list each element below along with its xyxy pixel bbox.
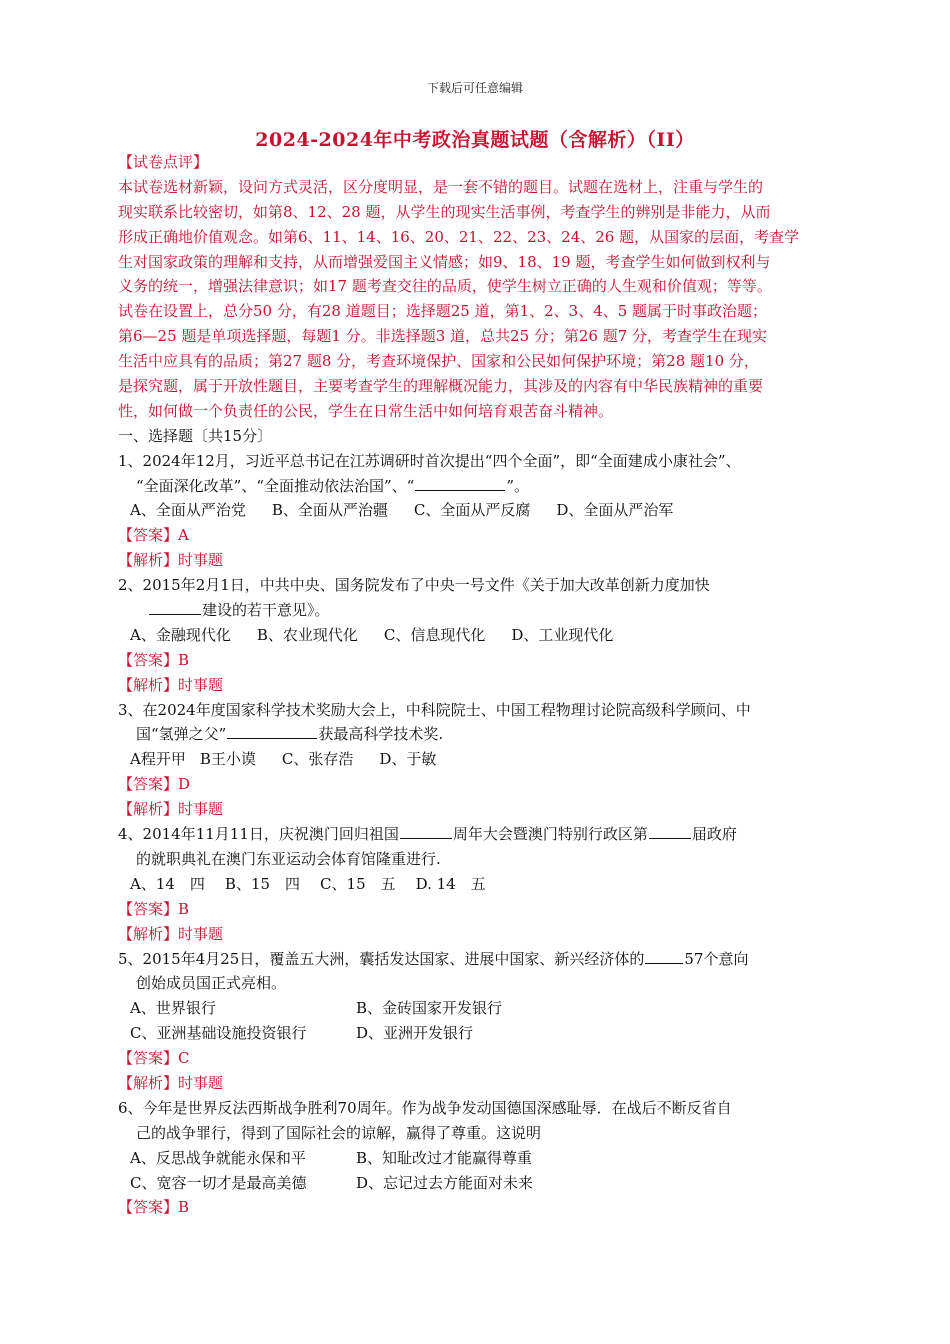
option-b: B王小谟 — [199, 750, 256, 769]
option-c: C、信息现代化 — [383, 625, 486, 644]
question-5-text-cont: 创始成员国正式亮相。 — [136, 974, 287, 993]
option-d: D、忘记过去方能面对未来 — [356, 1173, 534, 1192]
review-line: 形成正确地价值观念。如第6、11、14、16、20、21、22、23、24、26 题，从国家的层面，考查学 — [118, 227, 800, 246]
answer-label: 【答案】B — [118, 650, 190, 669]
analysis-label: 【解析】时事题 — [118, 675, 224, 694]
analysis-label: 【解析】时事题 — [118, 1073, 224, 1092]
option-a: A、世界银行 — [130, 999, 216, 1018]
fill-blank — [415, 475, 505, 491]
question-3-text-cont — [118, 722, 848, 747]
option-a: A、金融现代化 — [130, 625, 231, 644]
option-b: B、农业现代化 — [256, 625, 358, 644]
option-b: B、金砖国家开发银行 — [356, 999, 503, 1018]
question-text: 建设的若干意见》。 — [202, 601, 330, 620]
fill-blank — [149, 599, 201, 615]
question-text: 57个意向 — [684, 949, 749, 968]
question-text: 获最高科学技术奖. — [318, 725, 444, 744]
question-1-text-cont — [118, 474, 848, 499]
question-text: 4、2014年11月11日，庆祝澳门回归祖国 — [118, 825, 399, 844]
fill-blank — [400, 823, 452, 839]
fill-blank — [645, 948, 683, 964]
section-heading: 一、选择题〔共15分〕 — [118, 426, 273, 445]
question-5-options-row2 — [118, 1021, 848, 1046]
option-a: A、反思战争就能永保和平 — [130, 1148, 306, 1167]
option-c: C、全面从严反腐 — [413, 501, 531, 520]
review-line: 生活中应具有的品质；第27 题8 分，考查环境保护、国家和公民如何保护环境；第28 题10 分， — [118, 352, 759, 371]
option-a: A程开甲 — [130, 750, 186, 769]
answer-label: 【答案】C — [118, 1049, 190, 1068]
analysis-label: 【解析】时事题 — [118, 551, 224, 570]
question-1-options — [118, 498, 848, 523]
question-6-text-cont: 己的战争罪行，得到了国际社会的谅解，赢得了尊重。这说明 — [136, 1123, 542, 1142]
question-4-text-cont: 的就职典礼在澳门东亚运动会体育馆隆重进行. — [136, 849, 441, 868]
question-5-options-row1 — [118, 996, 848, 1021]
review-line: 性，如何做一个负责任的公民，学生在日常生活中如何培育艰苦奋斗精神。 — [118, 401, 614, 420]
question-3-text: 3、在2024年度国家科学技术奖励大会上，中科院院士、中国工程物理讨论院高级科学顾问、中 — [118, 700, 751, 719]
answer-label: 【答案】A — [118, 526, 189, 545]
option-d: D、亚洲开发银行 — [356, 1024, 474, 1043]
review-line: 现实联系比较密切，如第8、12、28 题，从学生的现实生活事例，考查学生的辨别是非能力，从而 — [118, 202, 771, 221]
question-2-text: 2、2015年2月1日，中共中央、国务院发布了中央一号文件《关于加大改革创新力度加快 — [118, 576, 710, 595]
review-label: 【试卷点评】 — [118, 153, 209, 171]
option-a: A、全面从严治党 — [130, 501, 246, 520]
question-text: 国“氢弹之父” — [136, 725, 227, 744]
question-5-text — [118, 947, 848, 972]
page-header: 下载后可任意编辑 — [426, 81, 523, 95]
question-text: 5、2015年4月25日，覆盖五大洲，囊括发达国家、进展中国家、新兴经济体的 — [118, 949, 645, 968]
option-d: D. 14 五 — [415, 874, 486, 893]
question-4-text — [118, 822, 848, 847]
review-line: 第6—25 题是单项选择题，每题1 分。非选择题3 道，总共25 分；第26 题7 分，考查学生在现实 — [118, 327, 768, 346]
answer-label: 【答案】D — [118, 775, 191, 794]
option-a: A、14 四 — [130, 874, 205, 893]
option-d: D、工业现代化 — [511, 625, 614, 644]
question-6-options-row1 — [118, 1146, 848, 1171]
analysis-label: 【解析】时事题 — [118, 800, 224, 819]
option-b: B、知耻改过才能赢得尊重 — [356, 1148, 533, 1167]
review-line: 生对国家政策的理解和支持，从而增强爱国主义情感；如9、18、19 题，考查学生如何做到权利与 — [118, 252, 771, 271]
option-d: D、于敏 — [379, 750, 437, 769]
question-text: ”。 — [506, 476, 530, 495]
answer-label: 【答案】B — [118, 899, 190, 918]
review-line: 义务的统一，增强法律意识；如17 题考查交往的品质，使学生树立正确的人生观和价值观；等等。 — [118, 277, 772, 296]
review-line: 本试卷选材新颖，设问方式灵活，区分度明显，是一套不错的题目。试题在选材上，注重与学生的 — [118, 177, 764, 196]
question-text: “全面深化改革”、“全面推动依法治国”、“ — [136, 476, 415, 495]
review-line: 是探究题，属于开放性题目，主要考查学生的理解概况能力，其涉及的内容有中华民族精神的重要 — [118, 377, 764, 396]
document-body — [118, 150, 848, 1220]
option-b: B、全面从严治疆 — [271, 501, 388, 520]
option-c: C、宽容一切才是最高美德 — [130, 1173, 307, 1192]
option-c: C、张存浩 — [281, 750, 354, 769]
question-2-text-cont — [118, 598, 848, 623]
question-6-text: 6、今年是世界反法西斯战争胜利70周年。作为战争发动国德国深感耻辱．在战后不断反省自 — [118, 1098, 732, 1117]
question-6-options-row2 — [118, 1171, 848, 1196]
fill-blank — [649, 823, 691, 839]
review-line: 试卷在设置上，总分50 分，有28 道题目；选择题25 道，第1、2、3、4、5 题属于时事政治题； — [118, 302, 768, 321]
option-b: B、15 四 — [224, 874, 301, 893]
option-d: D、全面从严治军 — [556, 501, 674, 520]
question-text: 届政府 — [691, 825, 737, 844]
answer-label: 【答案】B — [118, 1198, 190, 1217]
question-1-text: 1、2024年12月，习近平总书记在江苏调研时首次提出“四个全面”，即“全面建成小康社会”、 — [118, 451, 741, 470]
option-c: C、15 五 — [320, 874, 396, 893]
analysis-label: 【解析】时事题 — [118, 924, 224, 943]
question-2-options — [118, 623, 848, 648]
question-3-options — [118, 747, 848, 772]
option-c: C、亚洲基础设施投资银行 — [130, 1024, 307, 1043]
fill-blank — [227, 723, 317, 739]
document-title: 2024-2024年中考政治真题试题（含解析）（II） — [255, 129, 695, 151]
question-4-options — [118, 872, 848, 897]
question-text: 周年大会暨澳门特别行政区第 — [452, 825, 648, 844]
